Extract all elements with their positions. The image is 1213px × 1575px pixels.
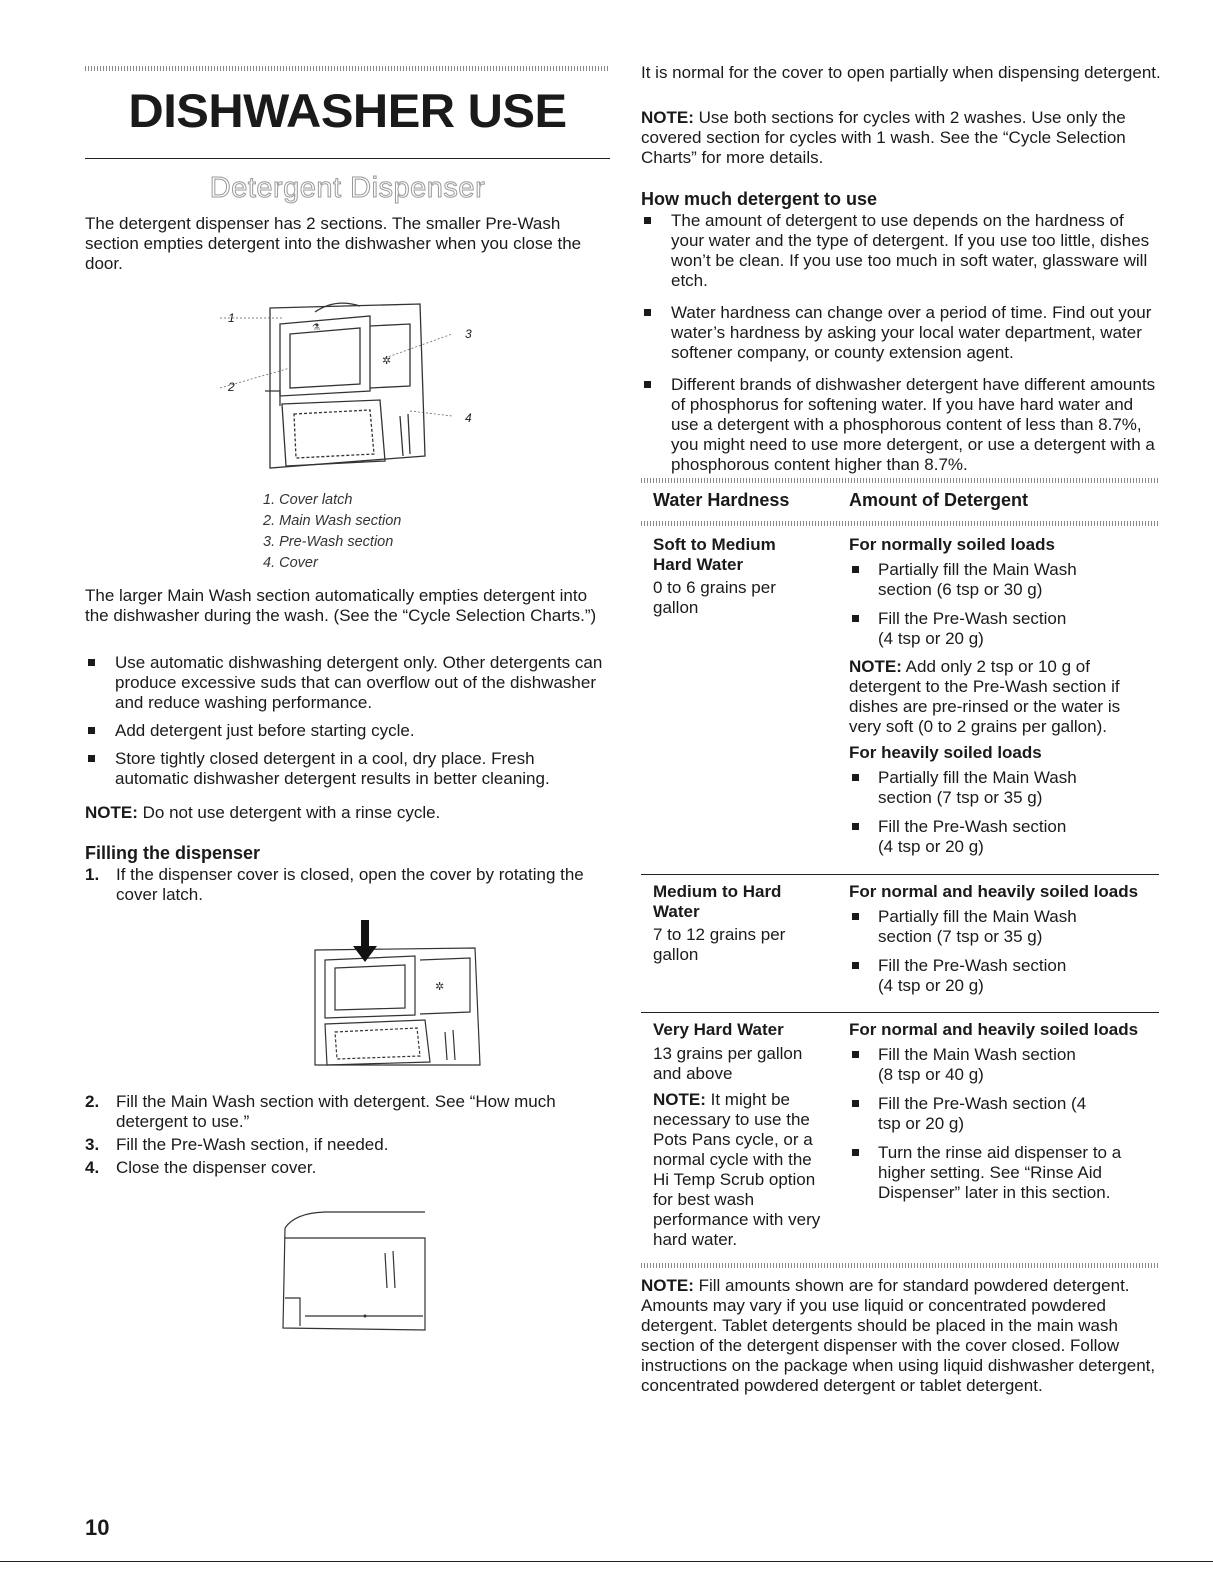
note-text: It might be necessary to use the Pots Pans cycle, or a normal cycle with the Hi Temp Scrub option for best wash performance with very hard water. xyxy=(653,1090,821,1249)
amount-list xyxy=(849,907,1159,996)
table-header xyxy=(641,490,1159,511)
main-wash-text: The larger Main Wash section automatically empties detergent into the dishwasher during the wash. (See the “Cycle Selection Charts.”) xyxy=(85,586,597,625)
filling-heading: Filling the dispenser xyxy=(85,843,261,863)
svg-text:✲: ✲ xyxy=(382,355,392,367)
section-title: Detergent Dispenser xyxy=(209,172,486,204)
step-text: Fill the Main Wash section with detergent. See “How much detergent to use.” xyxy=(116,1092,556,1131)
note-text: Add only 2 tsp or 10 g of detergent to the Pre-Wash section if dishes are pre-rinsed or the water is very soft (0 to 2 grains per gallon). xyxy=(849,657,1121,736)
figure-captions xyxy=(263,490,401,574)
hardness-cell xyxy=(641,535,849,857)
hardness-label: Very Hard Water xyxy=(653,1020,784,1039)
list-item: Add detergent just before starting cycle. xyxy=(85,721,610,741)
load-heading: For normal and heavily soiled loads xyxy=(849,1020,1139,1039)
note-label: NOTE: xyxy=(641,1276,694,1295)
step-number: 2. xyxy=(85,1092,100,1111)
note-label: NOTE: xyxy=(85,803,138,822)
table-row xyxy=(641,882,1159,996)
cover-text: It is normal for the cover to open partially when dispensing detergent. xyxy=(641,63,1161,82)
caption-item: 1. Cover latch xyxy=(263,492,353,508)
dispenser-diagram xyxy=(220,296,490,476)
grains-text: 0 to 6 grains per gallon xyxy=(653,578,776,617)
table-row xyxy=(641,1020,1159,1250)
callout-4: 4 xyxy=(465,411,472,425)
list-item: Fill the Main Wash section (8 tsp or 40 g) xyxy=(849,1045,1093,1085)
how-much-bullets xyxy=(641,211,1161,475)
hardness-cell xyxy=(641,1020,849,1250)
callout-3: 3 xyxy=(465,327,472,341)
grains-text: 13 grains per gallon and above xyxy=(653,1044,803,1083)
detergent-bullets xyxy=(85,653,610,789)
list-item: Turn the rinse aid dispenser to a higher setting. See “Rinse Aid Dispenser” later in this section. xyxy=(849,1143,1158,1203)
table-header-rule xyxy=(641,521,1159,526)
list-item: Partially fill the Main Wash section (6 tsp or 30 g) xyxy=(849,560,1078,600)
load-heading: For normally soiled loads xyxy=(849,535,1055,554)
list-item: Fill the Pre-Wash section (4 tsp or 20 g) xyxy=(849,609,1078,649)
title-rule xyxy=(85,158,610,159)
amount-list xyxy=(849,560,1159,649)
caption-item: 2. Main Wash section xyxy=(263,513,402,529)
list-item: Water hardness can change over a period of time. Find out your water’s hardness by asking your local water department, water softener company, or county extension agent. xyxy=(641,303,1161,363)
callout-2: 2 xyxy=(228,380,235,394)
note-text: Use both sections for cycles with 2 washes. Use only the covered section for cycles with 1 wash. See the “Cycle Selection Charts” for more details. xyxy=(641,108,1126,167)
table-row xyxy=(641,535,1159,857)
svg-text:⚗: ⚗ xyxy=(312,322,321,332)
caption-item: 4. Cover xyxy=(263,555,318,571)
list-item: The amount of detergent to use depends on the hardness of your water and the type of detergent. If you use too little, dishes won’t be clean. If you use too much in soft water, glassware will etch. xyxy=(641,211,1161,291)
note-text: Fill amounts shown are for standard powdered detergent. Amounts may vary if you use liquid or concentrated powdered detergent. Tablet detergents should be placed in the main wash section of the detergent dispenser with the cover closed. Follow instructions on the package when using liquid dishwasher detergent, concentrated powdered detergent or tablet detergent. xyxy=(641,1276,1156,1395)
note-label: NOTE: xyxy=(641,108,694,127)
step-text: Close the dispenser cover. xyxy=(116,1158,317,1177)
amount-note xyxy=(849,657,1149,737)
page-number: 10 xyxy=(85,1515,110,1540)
table-header-amount: Amount of Detergent xyxy=(849,490,1028,510)
list-item: Partially fill the Main Wash section (7 tsp or 35 g) xyxy=(849,907,1078,947)
callout-1: 1 xyxy=(228,311,235,325)
step-text: If the dispenser cover is closed, open the cover by rotating the cover latch. xyxy=(116,865,584,904)
bottom-rule xyxy=(0,1561,1213,1562)
list-item xyxy=(85,1158,595,1178)
list-item: Fill the Pre-Wash section (4 tsp or 20 g) xyxy=(849,1094,1093,1134)
list-item: Fill the Pre-Wash section (4 tsp or 20 g) xyxy=(849,956,1078,996)
note-label: NOTE: xyxy=(653,1090,706,1109)
list-item: Fill the Pre-Wash section (4 tsp or 20 g) xyxy=(849,817,1078,857)
table-bottom-rule xyxy=(641,1263,1159,1268)
svg-text:✲: ✲ xyxy=(435,981,445,993)
amount-list xyxy=(849,768,1159,857)
amount-cell xyxy=(849,535,1159,857)
load-heading: For heavily soiled loads xyxy=(849,743,1042,762)
amount-cell xyxy=(849,882,1159,996)
step-number: 4. xyxy=(85,1158,100,1177)
arrow-down-icon xyxy=(353,920,377,962)
list-item xyxy=(85,1135,595,1155)
closed-cover-diagram xyxy=(275,1208,435,1338)
table-header-hardness: Water Hardness xyxy=(653,490,790,510)
final-note xyxy=(641,1276,1161,1396)
hardness-cell xyxy=(641,882,849,996)
step-text: Fill the Pre-Wash section, if needed. xyxy=(116,1135,389,1154)
hardness-label: Medium to Hard Water xyxy=(653,882,782,921)
note-label: NOTE: xyxy=(849,657,902,676)
amount-cell xyxy=(849,1020,1159,1250)
list-item: Partially fill the Main Wash section (7 tsp or 35 g) xyxy=(849,768,1078,808)
step-number: 3. xyxy=(85,1135,100,1154)
row-divider xyxy=(641,874,1159,875)
rinse-note xyxy=(85,803,605,823)
page-title: DISHWASHER USE xyxy=(128,84,567,137)
filling-steps-2 xyxy=(85,1092,595,1178)
step-number: 1. xyxy=(85,865,100,884)
caption-item: 3. Pre-Wash section xyxy=(263,534,394,550)
load-heading: For normal and heavily soiled loads xyxy=(849,882,1139,901)
list-item: Use automatic dishwashing detergent only. Other detergents can produce excessive suds that can overflow out of the dishwasher and reduce washing performance. xyxy=(85,653,610,713)
note-text: Do not use detergent with a rinse cycle. xyxy=(137,803,441,822)
how-much-heading: How much detergent to use xyxy=(641,189,878,209)
table-top-rule xyxy=(641,478,1159,483)
open-cover-diagram xyxy=(295,920,495,1070)
filling-steps-1 xyxy=(85,865,595,905)
row-divider xyxy=(641,1012,1159,1013)
grains-text: 7 to 12 grains per gallon xyxy=(653,925,786,964)
list-item: Different brands of dishwasher detergent have different amounts of phosphorus for softening water. If you have hard water and use a detergent with a phosphorous content of less than 8.7%, you might need to use more detergent, or use a detergent with a phosphorous content higher than 8.7%. xyxy=(641,375,1161,475)
hardness-label: Soft to Medium Hard Water xyxy=(653,535,776,574)
list-item: Store tightly closed detergent in a cool, dry place. Fresh automatic dishwasher detergent results in better cleaning. xyxy=(85,749,610,789)
list-item xyxy=(85,1092,595,1132)
amount-list xyxy=(849,1045,1159,1203)
sections-note xyxy=(641,108,1161,168)
list-item xyxy=(85,865,595,905)
top-dotted-rule xyxy=(85,66,610,71)
intro-text: The detergent dispenser has 2 sections. The smaller Pre-Wash section empties detergent into the dishwasher when you close the door. xyxy=(85,214,582,273)
hardness-note xyxy=(653,1090,828,1250)
